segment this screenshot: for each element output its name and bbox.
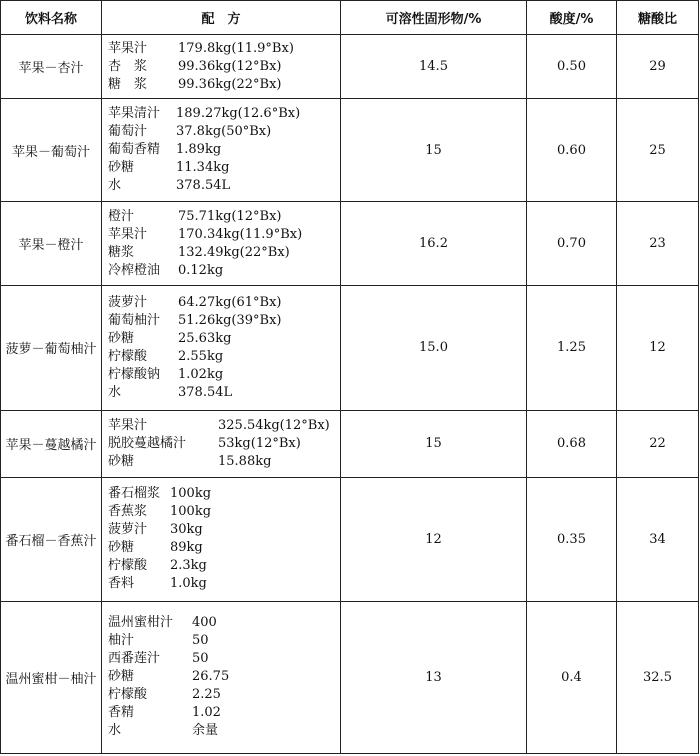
soluble-solids-value: 13	[341, 601, 527, 753]
recipe-line	[108, 668, 334, 686]
ingredient: 菠萝汁	[108, 294, 148, 310]
ingredient: 葡萄汁	[108, 124, 148, 140]
acidity-value: 0.70	[527, 202, 617, 286]
acidity-value: 0.60	[527, 99, 617, 202]
amount: 50	[192, 651, 209, 667]
beverage-name: 苹果－橙汁	[1, 202, 102, 286]
amount: 51.26kg(39°Bx)	[178, 312, 282, 328]
beverage-name: 温州蜜柑－柚汁	[1, 601, 102, 753]
recipe-line	[108, 105, 334, 123]
soluble-solids-value: 15.0	[341, 286, 527, 410]
amount: 30kg	[170, 522, 203, 538]
amount: 0.12kg	[178, 262, 224, 278]
table-row	[1, 35, 699, 99]
amount: 100kg	[170, 486, 212, 502]
recipe-line	[108, 366, 334, 384]
amount: 37.8kg(50°Bx)	[176, 124, 272, 140]
beverage-name: 苹果－葡萄汁	[1, 99, 102, 202]
recipe-line	[108, 76, 334, 94]
amount: 25.63kg	[178, 330, 232, 346]
recipe-cell	[102, 35, 341, 99]
amount: 325.54kg(12°Bx)	[218, 417, 330, 433]
table-row	[1, 286, 699, 410]
header-beverage-name: 饮料名称	[1, 1, 102, 35]
recipe-line	[108, 503, 334, 521]
amount: 1.02	[192, 705, 221, 721]
table-row	[1, 601, 699, 753]
ingredient: 冷榨橙油	[108, 262, 161, 278]
amount: 170.34kg(11.9°Bx)	[178, 226, 303, 242]
recipe-line	[108, 632, 334, 650]
beverage-name: 菠萝－葡萄柚汁	[1, 286, 102, 410]
ingredient: 苹果清汁	[108, 106, 161, 122]
amount: 2.3kg	[170, 558, 207, 574]
ingredient: 葡萄香精	[108, 142, 161, 158]
ingredient: 糖 浆	[108, 76, 148, 92]
amount: 15.88kg	[218, 453, 272, 469]
recipe-line	[108, 435, 334, 453]
recipe-line	[108, 453, 334, 471]
ingredient: 香料	[108, 576, 135, 592]
acidity-value: 0.35	[527, 477, 617, 601]
table-row	[1, 202, 699, 286]
amount: 2.25	[192, 687, 221, 703]
ingredient: 水	[108, 723, 122, 739]
soluble-solids-value: 15	[341, 99, 527, 202]
amount: 1.02kg	[178, 366, 224, 382]
beverage-name: 苹果－蔓越橘汁	[1, 410, 102, 477]
ingredient: 香蕉浆	[108, 504, 148, 520]
ingredient: 柠檬酸	[108, 687, 148, 703]
amount: 余量	[192, 723, 219, 739]
recipe-line	[108, 294, 334, 312]
soluble-solids-value: 14.5	[341, 35, 527, 99]
recipe-line	[108, 521, 334, 539]
ingredient: 砂糖	[108, 669, 135, 685]
soluble-solids-value: 15	[341, 410, 527, 477]
recipe-line	[108, 650, 334, 668]
ingredient: 杏 浆	[108, 58, 148, 74]
beverage-name: 苹果－杏汁	[1, 35, 102, 99]
recipe-line	[108, 177, 334, 195]
amount: 189.27kg(12.6°Bx)	[176, 106, 301, 122]
amount: 1.89kg	[176, 142, 222, 158]
acidity-value: 1.25	[527, 286, 617, 410]
recipe-line	[108, 348, 334, 366]
header-recipe: 配 方	[102, 1, 341, 35]
amount: 378.54L	[178, 384, 233, 400]
recipe-line	[108, 141, 334, 159]
amount: 26.75	[192, 669, 230, 685]
recipe-line	[108, 485, 334, 503]
ingredient: 柚汁	[108, 633, 135, 649]
amount: 100kg	[170, 504, 212, 520]
acidity-value: 0.50	[527, 35, 617, 99]
beverage-name: 番石榴－香蕉汁	[1, 477, 102, 601]
amount: 378.54L	[176, 178, 231, 194]
recipe-line	[108, 226, 334, 244]
recipe-line	[108, 614, 334, 632]
recipe-line	[108, 123, 334, 141]
amount: 11.34kg	[176, 160, 230, 176]
ingredient: 砂糖	[108, 540, 135, 556]
ingredient: 水	[108, 384, 122, 400]
header-sugar-acid-ratio: 糖酸比	[617, 1, 699, 35]
recipe-line	[108, 417, 334, 435]
amount: 2.55kg	[178, 348, 224, 364]
sugar-acid-ratio-value: 32.5	[617, 601, 699, 753]
ingredient: 糖浆	[108, 244, 135, 260]
header-soluble-solids: 可溶性固形物/%	[341, 1, 527, 35]
recipe-line	[108, 704, 334, 722]
recipe-line	[108, 159, 334, 177]
ingredient: 柠檬酸	[108, 348, 148, 364]
acidity-value: 0.4	[527, 601, 617, 753]
recipe-cell	[102, 202, 341, 286]
recipe-line	[108, 40, 334, 58]
amount: 64.27kg(61°Bx)	[178, 294, 282, 310]
recipe-cell	[102, 601, 341, 753]
ingredient: 砂糖	[108, 330, 135, 346]
recipe-cell	[102, 286, 341, 410]
soluble-solids-value: 12	[341, 477, 527, 601]
recipe-line	[108, 384, 334, 402]
recipe-cell	[102, 477, 341, 601]
ingredient: 水	[108, 178, 122, 194]
ingredient: 砂糖	[108, 453, 135, 469]
recipe-line	[108, 722, 334, 740]
amount: 132.49kg(22°Bx)	[178, 244, 290, 260]
ingredient: 番石榴浆	[108, 486, 161, 502]
recipe-line	[108, 330, 334, 348]
ingredient: 西番莲汁	[108, 651, 161, 667]
amount: 53kg(12°Bx)	[218, 435, 301, 451]
recipe-line	[108, 58, 334, 76]
recipe-line	[108, 575, 334, 593]
ingredient: 脱胶蔓越橘汁	[108, 435, 187, 451]
table-row	[1, 477, 699, 601]
sugar-acid-ratio-value: 25	[617, 99, 699, 202]
recipe-line	[108, 262, 334, 280]
recipe-cell	[102, 99, 341, 202]
amount: 400	[192, 615, 217, 631]
recipe-line	[108, 557, 334, 575]
recipe-line	[108, 244, 334, 262]
ingredient: 温州蜜柑汁	[108, 615, 174, 631]
recipe-line	[108, 686, 334, 704]
table-row	[1, 99, 699, 202]
amount: 50	[192, 633, 209, 649]
ingredient: 橙汁	[108, 208, 135, 224]
ingredient: 苹果汁	[108, 40, 148, 56]
amount: 179.8kg(11.9°Bx)	[178, 40, 294, 56]
table-row	[1, 410, 699, 477]
ingredient: 葡萄柚汁	[108, 312, 161, 328]
sugar-acid-ratio-value: 23	[617, 202, 699, 286]
recipe-line	[108, 539, 334, 557]
ingredient: 柠檬酸钠	[108, 366, 161, 382]
sugar-acid-ratio-value: 29	[617, 35, 699, 99]
header-row	[1, 1, 699, 35]
soluble-solids-value: 16.2	[341, 202, 527, 286]
sugar-acid-ratio-value: 12	[617, 286, 699, 410]
ingredient: 柠檬酸	[108, 558, 148, 574]
amount: 89kg	[170, 540, 203, 556]
ingredient: 香精	[108, 705, 135, 721]
recipe-cell	[102, 410, 341, 477]
sugar-acid-ratio-value: 34	[617, 477, 699, 601]
ingredient: 砂糖	[108, 160, 135, 176]
ingredient: 苹果汁	[108, 417, 148, 433]
ingredient: 菠萝汁	[108, 522, 148, 538]
amount: 99.36kg(22°Bx)	[178, 76, 282, 92]
amount: 1.0kg	[170, 576, 207, 592]
sugar-acid-ratio-value: 22	[617, 410, 699, 477]
acidity-value: 0.68	[527, 410, 617, 477]
recipe-line	[108, 312, 334, 330]
amount: 99.36kg(12°Bx)	[178, 58, 282, 74]
ingredient: 苹果汁	[108, 226, 148, 242]
header-acidity: 酸度/%	[527, 1, 617, 35]
recipe-line	[108, 208, 334, 226]
amount: 75.71kg(12°Bx)	[178, 208, 282, 224]
